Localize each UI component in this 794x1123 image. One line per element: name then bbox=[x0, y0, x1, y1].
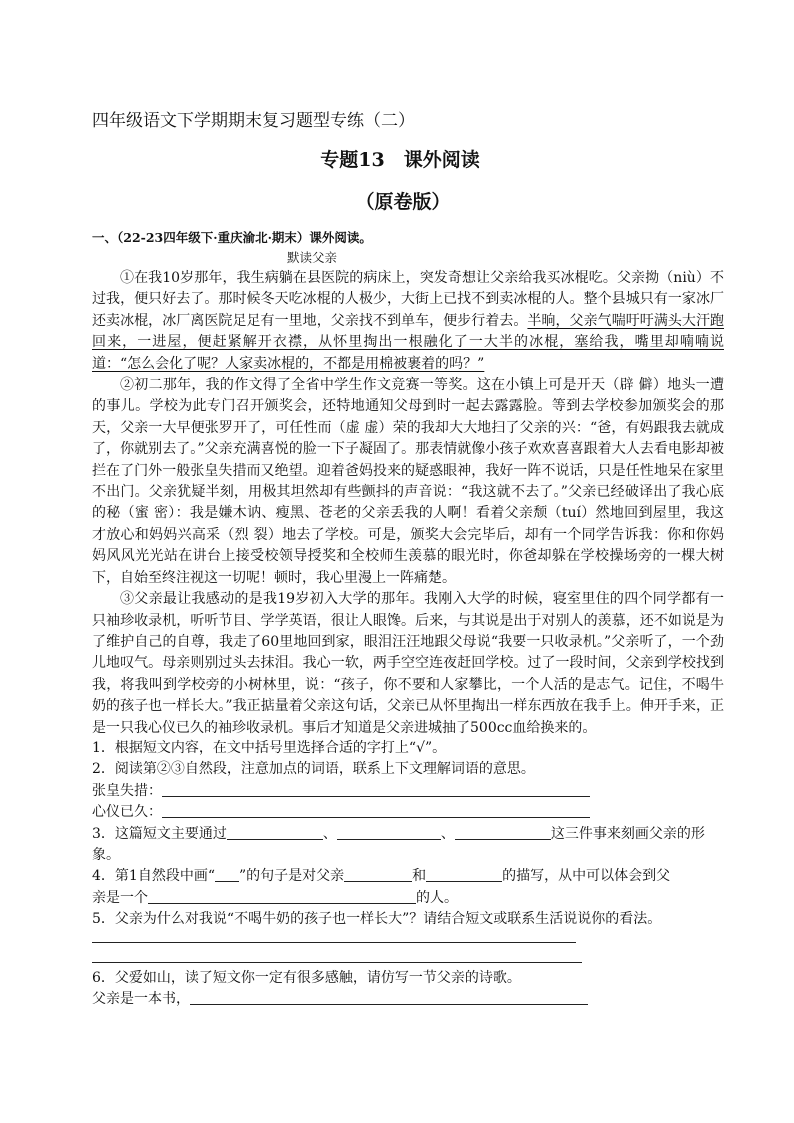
underlined-sentence: 半晌，父亲气喘吁吁满头大汗跑回来，一进屋，便赶紧解开衣襟，从怀里掏出一根融化了一大半的冰棍，塞给我，嘴里却喃喃说道：“怎么会化了呢？人家卖冰棍的，不都是用棉被裹着的吗？” bbox=[92, 312, 725, 372]
separator: 、 bbox=[440, 825, 455, 842]
answer-blank[interactable] bbox=[190, 990, 588, 1005]
question-3-text: 3．这篇短文主要通过 bbox=[92, 825, 227, 842]
answer-blank[interactable] bbox=[426, 867, 502, 882]
document-title: 四年级语文下学期期末复习题型专练（二） bbox=[92, 111, 415, 131]
separator: 、 bbox=[322, 825, 337, 842]
question-3-text: 这三件事来刻画父亲的形 bbox=[550, 825, 705, 842]
question-6-text: 父亲是一本书， bbox=[92, 991, 190, 1008]
answer-blank[interactable] bbox=[148, 889, 416, 904]
question-6-line bbox=[92, 989, 724, 1010]
question-6-block bbox=[92, 968, 724, 1011]
answer-blank[interactable] bbox=[344, 867, 412, 882]
question-4-text: 和 bbox=[412, 868, 427, 885]
answer-blank[interactable] bbox=[162, 803, 590, 818]
question-4-text: 的描写，从中可以体会到父 bbox=[502, 868, 671, 885]
question-4-text: 的人。 bbox=[416, 889, 458, 906]
answer-blank[interactable] bbox=[162, 782, 590, 797]
answer-blank[interactable] bbox=[337, 825, 441, 840]
answer-line[interactable] bbox=[92, 962, 582, 963]
question-6: 6．父爱如山，读了短文你一定有很多感触，请仿写一节父亲的诗歌。 bbox=[92, 970, 521, 986]
question-2a bbox=[92, 781, 724, 802]
edition-heading: （原卷版） bbox=[355, 191, 451, 213]
paragraph-3: ③父亲最让我感动的是我19岁初入大学的那年。我刚入大学的时候，寝室里住的四个同学都有一只袖珍收录机，听听节目、学学英语，很让人眼馋。后来，与其说是出于对别人的羡慕，还不如说是为了维护自己的自尊，我走了60里地回到家，眼泪汪汪地跟父母说“我要一只收录机。”父亲听了，一个劲儿地叹气。母亲则别过头去抹泪。我心一软，两手空空连夜赶回学校。过了一段时间，父亲到学校找到我，将我叫到学校旁的小树林里，说：“孩子，你不要和人家攀比，一个人活的是志气。记住，不喝牛奶的孩子也一样长大。”我正掂量着父亲这句话，父亲已从怀里掏出一样东西放在我手上。伸开手来，正是一只我心仪已久的袖珍收录机。事后才知道是父亲进城抽了500cc血给换来的。 bbox=[92, 591, 724, 736]
paragraph-1-text: ①在我10岁那年，我生病躺在县医院的病床上，突发奇想让父亲给我买冰棍吃。父亲拗（niù）不过我，便只好去了。那时候冬天吃冰棍的人极少，大街上已找不到卖冰棍的人。整个县城只有一家冰厂还卖冰棍，冰厂离医院足足有一里地，父亲找不到单车，便步行着去。 bbox=[92, 270, 724, 329]
question-4-cont bbox=[92, 888, 724, 909]
question-2b bbox=[92, 802, 724, 823]
question-4-text: 4．第1自然段中画“ bbox=[92, 868, 215, 885]
paragraph-1 bbox=[92, 268, 724, 375]
section-heading: 一、（22-23四年级下·重庆渝北·期末）课外阅读。 bbox=[92, 230, 372, 245]
question-2a-label: 张皇失措： bbox=[92, 782, 162, 799]
article-body bbox=[92, 268, 724, 739]
question-4-text: 亲是一个 bbox=[92, 889, 148, 906]
question-2: 2．阅读第②③自然段，注意加点的词语，联系上下文理解词语的意思。 bbox=[92, 761, 535, 778]
question-3-cont: 象。 bbox=[92, 847, 120, 864]
questions bbox=[92, 738, 724, 931]
question-3 bbox=[92, 824, 724, 845]
underline-sample bbox=[215, 867, 239, 882]
question-2b-label: 心仪已久： bbox=[92, 804, 162, 821]
answer-blank[interactable] bbox=[455, 825, 551, 840]
question-4 bbox=[92, 866, 724, 887]
paragraph-2: ②初二那年，我的作文得了全省中学生作文竞赛一等奖。这在小镇上可是开天（辟 僻）地头一遭的事儿。学校为此专门召开颁奖会，还特地通知父母到时一起去露露脸。等到去学校参加颁奖会的那天，父亲一大早便张罗开了，可任性而（虚 虚）荣的我却大大地扫了父亲的兴：“爸，有妈跟我去就成了，你就别去了。”父亲充满喜悦的脸一下子凝固了。那表情就像小孩子欢欢喜喜跟着大人去看电影却被拦在了门外一般张皇失措而又绝望。迎着爸妈投来的疑惑眼神，我好一阵不说话，只是任性地呆在家里不出门。父亲犹疑半刻，用极其坦然却有些颤抖的声音说：“我这就不去了。”父亲已经破译出了我心底的秘（蜜 密）：我是嫌木讷、瘦黑、苍老的父亲丢我的人啊！看着父亲颓（tuí）然地回到屋里，我这才放心和妈妈兴高采（烈 裂）地去了学校。可是，颁奖大会完毕后，却有一个同学告诉我：你和你妈妈风风光光站在讲台上接受校领导授奖和全校师生羡慕的眼光时，你爸却躲在学校操场旁的一棵大树下，自始至终注视这一切呢！顿时，我心里漫上一阵痛楚。 bbox=[92, 377, 724, 586]
question-5: 5．父亲为什么对我说“不喝牛奶的孩子也一样长大”？请结合短文或联系生活说说你的看法。 bbox=[92, 911, 662, 928]
topic-heading: 专题13 课外阅读 bbox=[320, 149, 480, 171]
answer-blank[interactable] bbox=[227, 825, 323, 840]
answer-line[interactable] bbox=[92, 942, 576, 943]
question-4-text: ”的句子是对父亲 bbox=[238, 868, 345, 885]
article-title: 默读父亲 bbox=[287, 250, 338, 265]
question-1: 1．根据短文内容，在文中括号里选择合适的字打上“√”。 bbox=[92, 740, 447, 756]
